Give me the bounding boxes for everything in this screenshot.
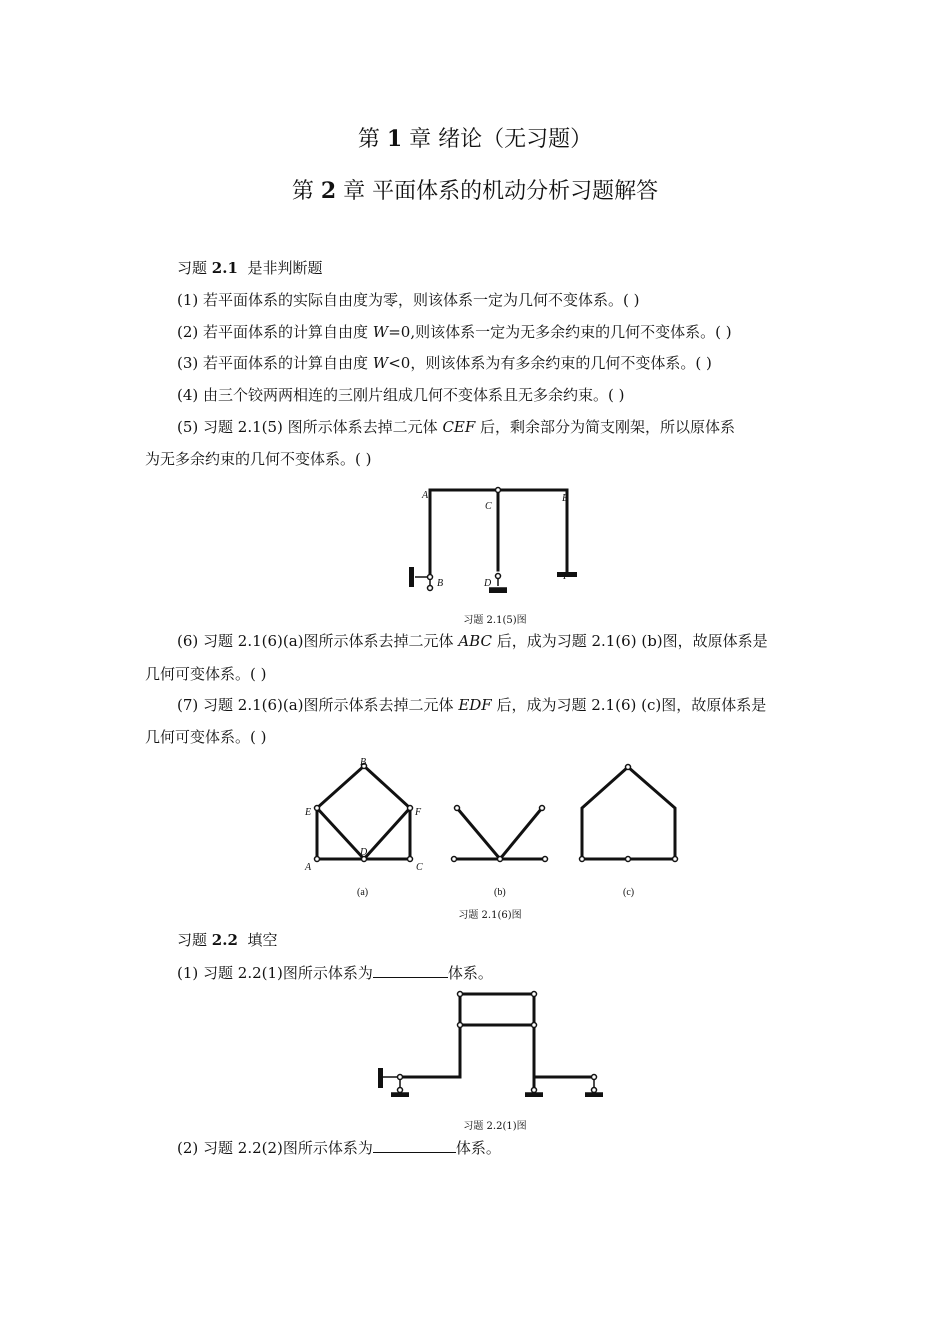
sub-label-c: (c) bbox=[623, 887, 635, 898]
chapter-1-title: 第 1 章 绪论（无习题） bbox=[357, 126, 593, 152]
ground-hatch-right bbox=[585, 1093, 603, 1097]
question-2-1-6-cont: 几何可变体系。( ) bbox=[145, 665, 267, 683]
label-b: B bbox=[360, 757, 367, 768]
question-2-1-5-cont: 为无多余约束的几何不变体系。( ) bbox=[145, 450, 372, 468]
sub-label-a: (a) bbox=[357, 887, 369, 898]
figure-2-1-6-c bbox=[580, 765, 678, 899]
support-middle bbox=[525, 1088, 543, 1094]
question-2-1-7: (7) 习题 2.1(6)(a)图所示体系去掉二元体 EDF 后，成为习题 2.1(6) (c)图，故原体系是 bbox=[177, 696, 767, 714]
ground-hatch-d bbox=[489, 588, 507, 593]
question-2-1-3: (3) 若平面体系的计算自由度 W<0，则该体系为有多余约束的几何不变体系。( ) bbox=[177, 354, 712, 372]
label-f: F bbox=[415, 807, 422, 818]
label-d: D bbox=[484, 578, 492, 589]
figure-2-1-6 bbox=[290, 755, 710, 905]
question-2-1-6: (6) 习题 2.1(6)(a)图所示体系去掉二元体 ABC 后，成为习题 2.1(6) (b)图，故原体系是 bbox=[177, 632, 768, 650]
question-2-1-7-cont: 几何可变体系。( ) bbox=[145, 728, 267, 746]
label-b: B bbox=[437, 578, 444, 589]
answer-blank-2 bbox=[373, 1137, 456, 1153]
question-2-2-2: (2) 习题 2.2(2)图所示体系为 体系。 bbox=[177, 1139, 501, 1157]
label-a: A bbox=[305, 862, 312, 873]
question-2-2-1: (1) 习题 2.2(1)图所示体系为 体系。 bbox=[177, 964, 493, 982]
figure-2-1-6-a bbox=[304, 757, 423, 898]
exercise-2-1-heading: 习题 2.1 是非判断题 bbox=[177, 259, 323, 277]
ground-hatch-left bbox=[391, 1093, 409, 1097]
label-c: C bbox=[485, 501, 492, 512]
figure-2-1-5 bbox=[395, 480, 595, 600]
answer-blank-1 bbox=[373, 962, 448, 978]
label-f: F bbox=[563, 571, 570, 582]
question-2-1-5: (5) 习题 2.1(5) 图所示体系去掉二元体 CEF 后，剩余部分为简支刚架，所以原体系 bbox=[177, 418, 736, 436]
label-e: E bbox=[305, 807, 312, 818]
label-a: A bbox=[422, 490, 429, 501]
figure-2-1-5-caption: 习题 2.1(5)图 bbox=[463, 615, 527, 626]
figure-2-2-1 bbox=[370, 988, 620, 1103]
sub-label-b: (b) bbox=[494, 887, 506, 898]
question-2-1-1: (1) 若平面体系的实际自由度为零，则该体系一定为几何不变体系。( ) bbox=[177, 291, 640, 309]
exercise-2-2-heading: 习题 2.2 填空 bbox=[177, 931, 278, 949]
wall-hatch-b bbox=[409, 567, 414, 587]
ground-hatch-middle bbox=[525, 1093, 543, 1097]
hinge-c bbox=[496, 488, 501, 493]
chapter-2-title: 第 2 章 平面体系的机动分析习题解答 bbox=[291, 178, 659, 204]
label-e: E bbox=[562, 493, 569, 504]
label-c: C bbox=[416, 862, 423, 873]
figure-2-2-1-caption: 习题 2.2(1)图 bbox=[463, 1121, 527, 1132]
question-2-1-2: (2) 若平面体系的计算自由度 W=0,则该体系一定为无多余约束的几何不变体系。( ) bbox=[177, 323, 732, 341]
question-2-1-4: (4) 由三个铰两两相连的三刚片组成几何不变体系且无多余约束。( ) bbox=[177, 386, 625, 404]
figure-2-1-6-b bbox=[452, 806, 548, 899]
support-d bbox=[489, 574, 507, 589]
label-d: D bbox=[360, 847, 368, 858]
support-b bbox=[415, 575, 433, 591]
wall-hatch-left bbox=[378, 1068, 383, 1088]
figure-2-1-6-caption: 习题 2.1(6)图 bbox=[458, 910, 522, 921]
